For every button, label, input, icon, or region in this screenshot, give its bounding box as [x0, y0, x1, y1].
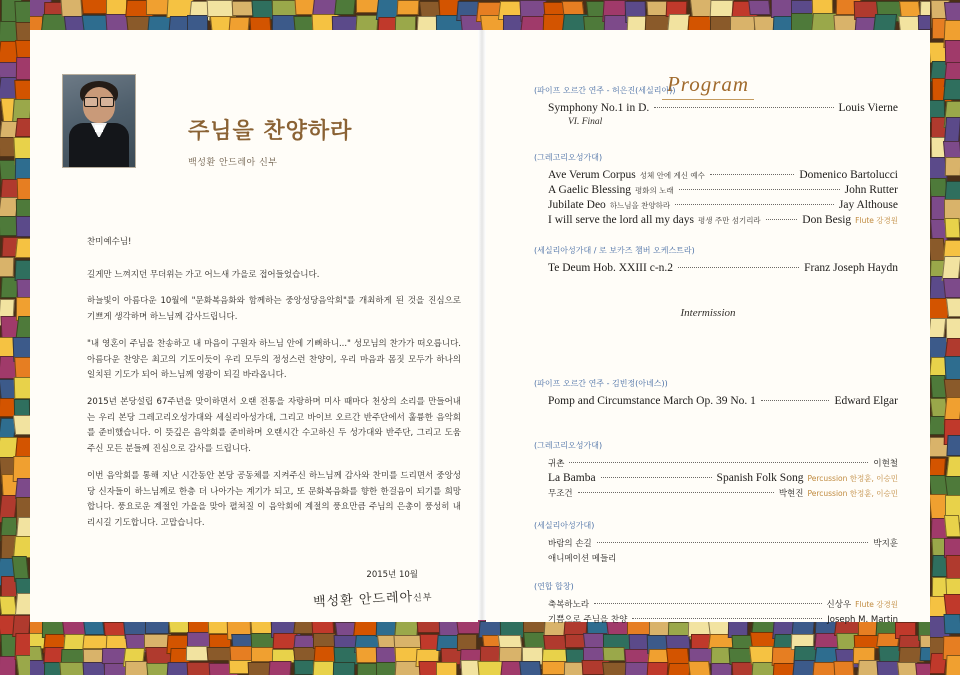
program-item-performer: Flute 강경원 — [855, 216, 898, 225]
program-item-composer: Joseph M. Martin — [827, 615, 898, 625]
program-item-performer: Percussion 한정훈, 이승민 — [807, 474, 898, 483]
stained-glass-border-top — [0, 0, 960, 30]
program-item-title: Pomp and Circumstance March Op. 39 No. 1 — [548, 395, 756, 407]
program-item-composer: Edward Elgar — [834, 395, 898, 407]
program-section — [534, 581, 898, 628]
program-section — [534, 152, 898, 229]
letter-paragraph: 길게만 느껴지던 무더위는 가고 어느새 가을로 접어들었습니다. — [87, 269, 320, 280]
leader-dots — [761, 400, 830, 401]
leader-dots — [710, 174, 794, 175]
program-item-composer: Don Besig Flute 강경원 — [802, 214, 898, 226]
program-item-composer: 이현철 — [873, 459, 898, 469]
program-item-title: 축복하노라 — [548, 600, 590, 610]
program-item — [534, 214, 898, 229]
program-item-title-korean: 평생 주만 섬기리라 — [697, 216, 761, 225]
program-section-header: (파이프 오르간 연주 - 김빈정(아녜스)) — [534, 379, 668, 388]
program-item-title: 바람의 손길 — [548, 539, 592, 549]
program-item-performer: Flute 강경원 — [855, 600, 898, 609]
stained-glass-border-left — [0, 0, 30, 675]
program-section-header: (그레고리오성가대) — [534, 153, 603, 162]
signature-name-text: 백성환 안드레아 — [312, 589, 414, 611]
program-section-header: (세실리아성가대 / 로 보카즈 챔버 오케스트라) — [534, 246, 695, 255]
program-item-composer: 신상우 Flute 강경원 — [826, 600, 898, 610]
right-page — [486, 30, 930, 625]
letter-paragraph: "내 영혼이 주님을 찬송하고 내 마음이 구원자 하느님 안에 기뻐하니..." 성모님의 찬가가 떠오릅니다. 아름다운 찬양은 최고의 기도이듯이 우리 모두의 정성스런 찬양이, 우리 마음과 몸짓 모두가 하나의 일치된 기도가 되어 하느님께 영광이 되길 바라옵니다. — [87, 338, 461, 381]
program-item-title-korean: 평화의 노래 — [635, 186, 674, 195]
program-section-header: (세실리아성가대) — [534, 521, 595, 530]
letter-body — [87, 235, 461, 543]
program-section-header: (파이프 오르간 연주 - 허은진(세실리아)) — [534, 86, 676, 95]
letter-greeting: 찬미예수님! — [87, 237, 132, 247]
program-item — [534, 199, 898, 214]
program-item-movement: VI. Final — [568, 117, 603, 127]
program-item-composer: Jay Althouse — [838, 199, 898, 211]
stained-glass-border-right — [930, 0, 960, 675]
program-item-composer: Louis Vierne — [838, 102, 898, 114]
signature-name-suffix: 신부 — [412, 592, 433, 604]
leader-dots — [675, 204, 834, 205]
program-item-title-korean: 성체 안에 계신 예수 — [639, 171, 705, 180]
page-title: 주님을 찬양하라 — [188, 119, 353, 144]
book-spine — [478, 30, 486, 620]
program-item — [534, 472, 898, 487]
program-item — [534, 537, 898, 552]
program-item — [534, 184, 898, 199]
program-item — [534, 613, 898, 628]
program-title: Program — [486, 72, 930, 97]
program-item-title: Ave Verum Corpus 성체 안에 계신 예수 — [548, 169, 705, 181]
program-item-title: I will serve the lord all my days 평생 주만 섬기리라 — [548, 214, 761, 226]
signature-name — [312, 585, 432, 610]
program-item-title: 무조건 — [548, 489, 573, 499]
intermission-label: Intermission — [680, 307, 736, 319]
left-page — [30, 30, 478, 622]
program-item-title: Jubilate Deo 하느님을 찬양하라 — [548, 199, 671, 211]
program-item-title: A Gaelic Blessing 평화의 노래 — [548, 184, 674, 196]
stained-glass-border-bottom — [0, 620, 960, 675]
leader-dots — [632, 618, 822, 619]
leader-dots — [578, 492, 774, 493]
program-section-header: (그레고리오성가대) — [534, 441, 603, 450]
letter-paragraph: 이번 음악회를 통해 지난 시간동안 본당 공동체를 지켜주신 하느님께 감사와 찬미를 드리면서 중앙성당 신자들이 하느님께로 한층 더 나아가는 계기가 되고, 또 문화복음화를 향한 한걸음이 되기를 희망합니다. 풍요로운 계절인 가을을 맞아 펼쳐질 이 음악회에 계절의 풍요만큼 주님의 은총이 풍성히 내리시길 기도합니다. 고맙습니다. — [87, 470, 461, 529]
author-name: 백성환 안드레아 신부 — [188, 158, 278, 168]
leader-dots — [766, 219, 798, 220]
program-item-composer: Franz Joseph Haydn — [804, 262, 898, 274]
program-item-title: 기쁨으로 주님을 찬양 — [548, 615, 628, 625]
leader-dots — [594, 603, 821, 604]
leader-dots — [678, 267, 799, 268]
program-item-composer: 박지훈 — [873, 539, 898, 549]
program-item-title: La Bamba — [548, 472, 596, 484]
leader-dots — [569, 462, 868, 463]
program-item — [534, 457, 898, 472]
program-item-performer: Percussion 한정훈, 이승민 — [807, 489, 898, 498]
program-section — [534, 378, 898, 410]
leader-dots — [679, 189, 840, 190]
program-item — [534, 169, 898, 184]
program-item-title-korean: 하느님을 찬양하라 — [609, 201, 671, 210]
program-item-composer: John Rutter — [844, 184, 898, 196]
priest-portrait-photo — [62, 74, 136, 168]
program-item-title: Te Deum Hob. XXIII c-n.2 — [548, 262, 674, 274]
program-item-title: Symphony No.1 in D. — [548, 102, 650, 114]
program-section — [534, 85, 898, 130]
program-item-title: 귀촌 — [548, 459, 565, 469]
letter-paragraph: 하늘빛이 아름다운 10월에 "문화복음화와 함께하는 중앙성당음악회"를 개최하게 된 것을 진심으로 기쁘게 생각하며 하느님께 감사드립니다. — [87, 296, 461, 323]
program-item-composer: Spanish Folk Song Percussion 한정훈, 이승민 — [716, 472, 898, 484]
letter-paragraph: 2015년 본당설립 67주년을 맞이하면서 오랜 전통을 자랑하며 미사 때마다 천상의 소리를 만들어내는 우리 본당 그레고리오성가대와 세실리아성가대, 그리고 바이브 오르간 반주단에서 훌륭한 음악회를 준비했습니다. 이 뜻깊은 음악회를 준비하며 오랜시간 수고하신 두 성가대와 반주단, 그리고 도움주신 모든 분들께 진심으로 감사를 드립니다. — [87, 397, 461, 455]
program-item — [534, 102, 898, 117]
leader-dots — [597, 542, 869, 543]
leader-dots — [654, 107, 833, 108]
program-item-composer: Domenico Bartolucci — [799, 169, 898, 181]
program-item — [534, 395, 898, 410]
program-item: 애니메이션 메들리 — [548, 554, 617, 564]
program-section — [534, 245, 898, 277]
program-item-composer: 박현진 Percussion 한정훈, 이승민 — [778, 489, 898, 499]
program-section — [534, 440, 898, 502]
program-item — [534, 598, 898, 613]
leader-dots — [601, 477, 712, 478]
signature-date: 2015년 10월 — [366, 570, 418, 580]
program-section-header: (연합 합창) — [534, 582, 574, 591]
program-item — [534, 262, 898, 277]
program-section — [534, 520, 898, 567]
program-item — [534, 487, 898, 502]
